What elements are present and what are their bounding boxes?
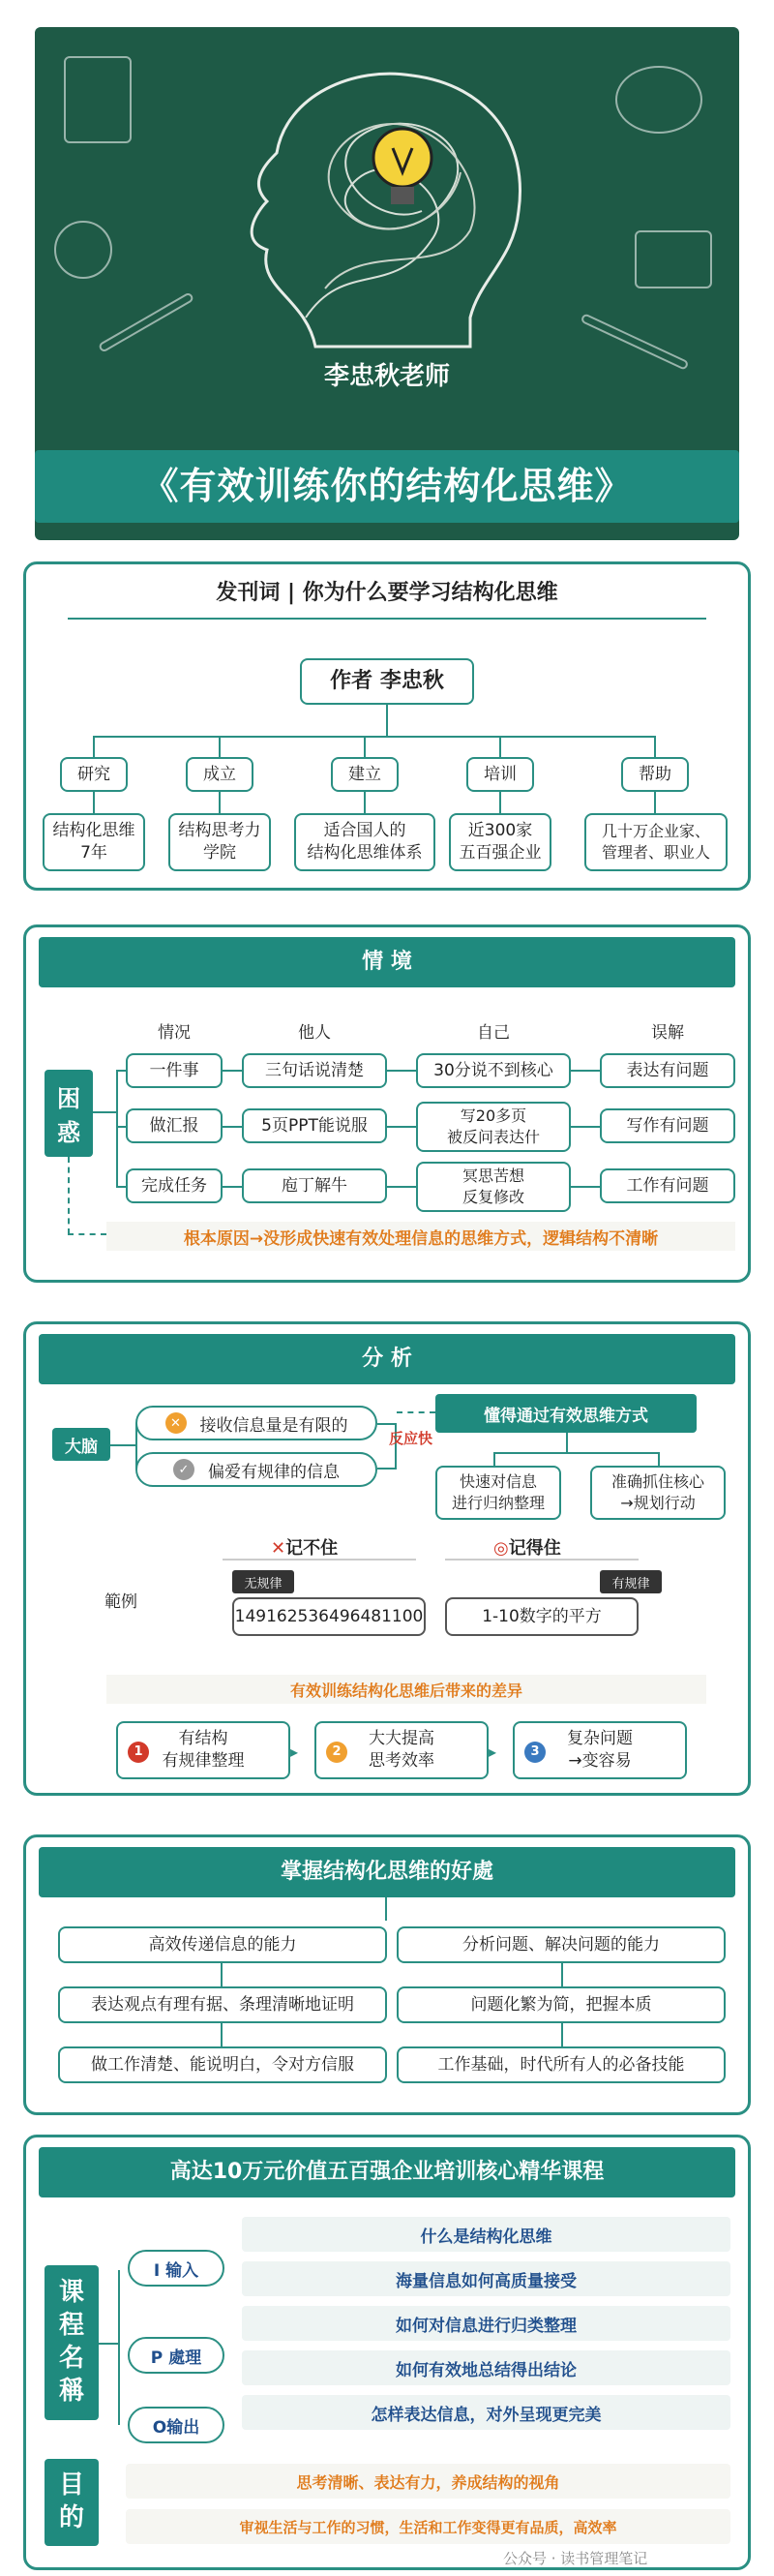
analysis-heading: 分 析 <box>39 1334 735 1384</box>
course-item-1: 什么是结构化思维 <box>242 2217 730 2252</box>
example-label: 範例 <box>104 1592 137 1612</box>
master-method: 懂得通过有效思维方式 <box>435 1394 697 1433</box>
globe-doodle-icon <box>615 66 702 134</box>
preface-label-help: 帮助 <box>621 757 689 792</box>
irregular-tag: 无规律 <box>232 1570 294 1593</box>
group-process: P 處理 <box>128 2337 224 2374</box>
row-3-situation: 完成任务 <box>126 1168 223 1203</box>
effect-simplify: 3 复杂问题 →变容易 <box>513 1721 687 1779</box>
benefits-heading: 掌握结构化思维的好處 <box>39 1847 735 1897</box>
thinking-head-icon <box>199 66 567 356</box>
benefit-left-1: 高效传递信息的能力 <box>58 1926 387 1963</box>
confusion-label: 困 惑 <box>45 1070 93 1157</box>
can-remember: ◎记得住 <box>493 1538 561 1559</box>
author-box: 作者 李忠秋 <box>300 658 474 705</box>
fact-limited: ✕ 接收信息量是有限的 <box>135 1406 377 1440</box>
regular-tag: 有规律 <box>600 1570 662 1593</box>
preface-value-built: 适合国人的 结构化思维体系 <box>294 813 435 871</box>
benefit-right-3: 工作基础，时代所有人的必备技能 <box>397 2046 726 2083</box>
book-doodle-icon <box>64 56 132 143</box>
course-item-4: 如何有效地总结得出结论 <box>242 2350 730 2385</box>
result-core: 准确抓住核心 →规划行动 <box>590 1466 726 1520</box>
benefit-right-2: 问题化繁为简，把握本质 <box>397 1986 726 2023</box>
squares-label: 1-10数字的平方 <box>445 1597 639 1636</box>
teacher-name: 李忠秋老师 <box>323 362 450 391</box>
course-item-2: 海量信息如何高质量接受 <box>242 2261 730 2296</box>
course-item-3: 如何对信息进行归类整理 <box>242 2306 730 2341</box>
number-sequence: 149162536496481100 <box>232 1597 426 1636</box>
col-header-situation: 情况 <box>158 1023 191 1043</box>
divider <box>68 618 706 620</box>
calculator-doodle-icon <box>635 230 712 288</box>
course-heading: 高达10万元价值五百强企业培训核心精华课程 <box>39 2147 735 2197</box>
row-3-self: 冥思苦想 反复修改 <box>416 1162 571 1212</box>
cant-remember: ✕记不住 <box>271 1538 339 1559</box>
course-name-label: 课 程 名 稱 <box>45 2265 99 2420</box>
difference-title: 有效训练结构化思维后带来的差异 <box>106 1675 706 1704</box>
dashed-connector <box>68 1157 70 1234</box>
group-input: I 输入 <box>128 2250 224 2287</box>
root-cause: 根本原因→没形成快速有效处理信息的思维方式，逻辑结构不清晰 <box>106 1222 735 1251</box>
row-3-others: 庖丁解牛 <box>242 1168 387 1203</box>
fact-regular: ✓ 偏爱有规律的信息 <box>135 1452 377 1487</box>
preface-label-training: 培训 <box>466 757 534 792</box>
x-icon: ✕ <box>165 1412 187 1434</box>
benefit-left-3: 做工作清楚、能说明白，令对方信服 <box>58 2046 387 2083</box>
col-header-others: 他人 <box>298 1023 331 1043</box>
preface-value-help: 几十万企业家、 管理者、职业人 <box>584 813 728 871</box>
col-header-misread: 误解 <box>651 1023 684 1043</box>
preface-value-founded: 结构思考力 学院 <box>168 813 271 871</box>
apple-doodle-icon <box>54 221 112 279</box>
row-1-misread: 表达有问题 <box>600 1053 735 1088</box>
purpose-2: 审视生活与工作的习惯，生活和工作变得更有品质，高效率 <box>126 2509 730 2544</box>
circle-icon: ◎ <box>493 1538 509 1559</box>
row-1-others: 三句话说清楚 <box>242 1053 387 1088</box>
benefit-left-2: 表达观点有理有据、条理清晰地证明 <box>58 1986 387 2023</box>
preface-heading: 发刊词 | 你为什么要学习结构化思维 <box>216 581 558 605</box>
effect-efficiency: 2 大大提高 思考效率 <box>314 1721 489 1779</box>
arrow-icon: ▸ <box>290 1743 299 1761</box>
group-output: O输出 <box>128 2407 224 2443</box>
row-2-others: 5页PPT能说服 <box>242 1108 387 1143</box>
fast-reaction-label: 反应快 <box>389 1430 433 1447</box>
watermark: 公众号 · 读书管理笔记 <box>503 2550 648 2567</box>
col-header-self: 自己 <box>477 1023 510 1043</box>
arrow-icon: ▸ <box>489 1743 497 1761</box>
effect-structure: 1 有结构 有规律整理 <box>116 1721 290 1779</box>
brain-label: 大脑 <box>52 1428 110 1461</box>
benefit-right-1: 分析问题、解决问题的能力 <box>397 1926 726 1963</box>
preface-label-founded: 成立 <box>186 757 253 792</box>
preface-value-research: 结构化思维 7年 <box>43 813 145 871</box>
course-item-5: 怎样表达信息，对外呈现更完美 <box>242 2395 730 2430</box>
pencil-doodle-icon <box>98 291 194 353</box>
row-2-misread: 写作有问题 <box>600 1108 735 1143</box>
row-2-situation: 做汇报 <box>126 1108 223 1143</box>
purpose-label: 目 的 <box>45 2459 99 2546</box>
situation-heading: 情 境 <box>39 937 735 987</box>
preface-label-built: 建立 <box>331 757 399 792</box>
cross-icon: ✕ <box>271 1538 286 1559</box>
purpose-1: 思考清晰、表达有力，养成结构的视角 <box>126 2464 730 2499</box>
row-3-misread: 工作有问题 <box>600 1168 735 1203</box>
page-title: 《有效训练你的结构化思维》 <box>35 450 739 523</box>
row-1-self: 30分说不到核心 <box>416 1053 571 1088</box>
check-icon: ✓ <box>173 1459 194 1480</box>
row-1-situation: 一件事 <box>126 1053 223 1088</box>
preface-value-training: 近300家 五百强企业 <box>449 813 551 871</box>
preface-label-research: 研究 <box>60 757 128 792</box>
row-2-self: 写20多页 被反问表达什 <box>416 1102 571 1152</box>
result-summarize: 快速对信息 进行归纳整理 <box>435 1466 561 1520</box>
